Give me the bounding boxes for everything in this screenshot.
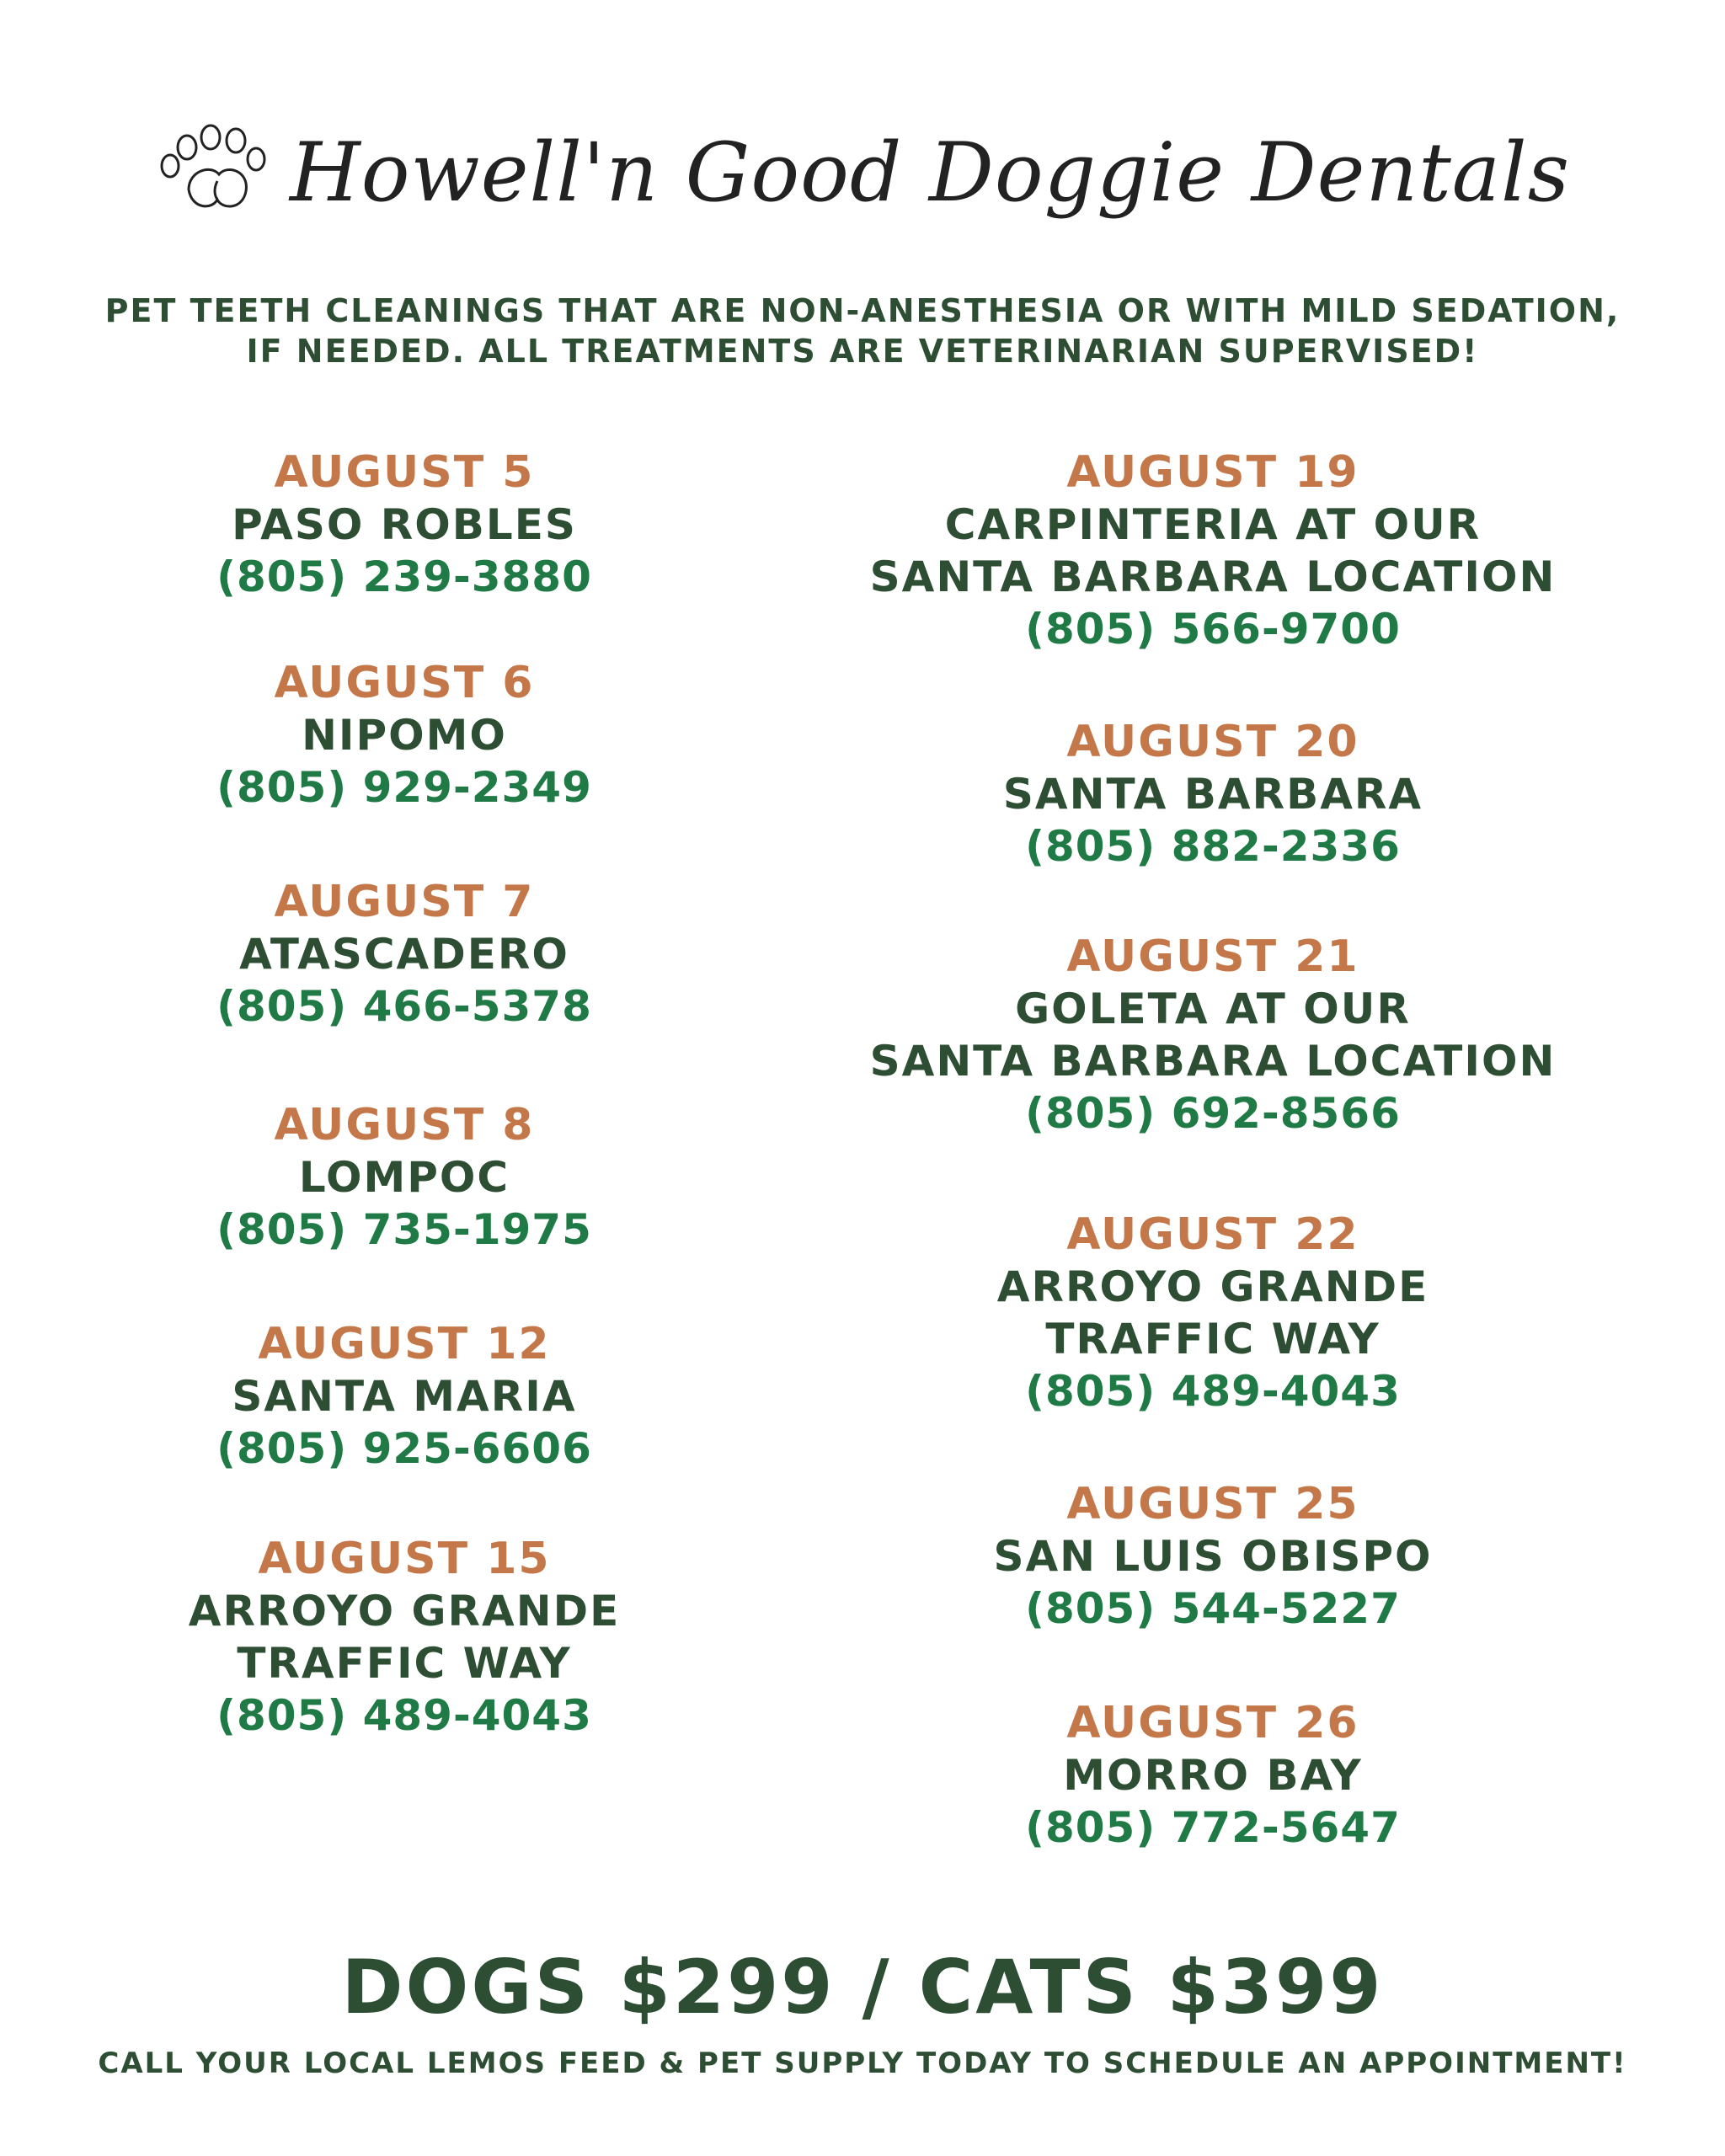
event-date: AUGUST 22 xyxy=(1066,1209,1359,1260)
intro-text xyxy=(0,291,1725,371)
event-august-12 xyxy=(118,1318,691,1475)
event-location: TRAFFIC WAY xyxy=(237,1639,572,1688)
price-separator: / xyxy=(862,1944,892,2031)
event-location: ATASCADERO xyxy=(239,930,569,979)
event-phone: (805) 692-8566 xyxy=(1025,1089,1401,1138)
event-phone: (805) 882-2336 xyxy=(1025,822,1401,871)
event-august-21 xyxy=(834,931,1592,1139)
event-location: ARROYO GRANDE xyxy=(188,1587,621,1636)
event-august-25 xyxy=(834,1478,1592,1635)
event-date: AUGUST 25 xyxy=(1066,1479,1359,1529)
pricing-line xyxy=(0,1945,1725,2030)
event-august-20 xyxy=(834,716,1592,873)
paw-print-icon xyxy=(155,122,273,223)
event-date: AUGUST 19 xyxy=(1066,447,1359,498)
event-location: ARROYO GRANDE xyxy=(996,1262,1429,1311)
event-august-22 xyxy=(834,1209,1592,1417)
event-phone: (805) 925-6606 xyxy=(216,1424,592,1473)
event-phone: (805) 489-4043 xyxy=(216,1691,592,1740)
event-date: AUGUST 12 xyxy=(258,1319,551,1369)
event-location: CARPINTERIA AT OUR xyxy=(944,500,1482,549)
event-location: SANTA BARBARA xyxy=(1002,770,1423,819)
event-phone: (805) 735-1975 xyxy=(216,1205,592,1254)
intro-line-1: PET TEETH CLEANINGS THAT ARE NON-ANESTHESIA OR WITH MILD SEDATION, xyxy=(104,292,1621,329)
cats-price: CATS $399 xyxy=(918,1944,1384,2031)
event-august-19 xyxy=(834,446,1592,655)
event-location: SANTA BARBARA LOCATION xyxy=(869,1037,1557,1086)
event-location: SANTA MARIA xyxy=(232,1372,577,1421)
event-location: NIPOMO xyxy=(302,711,507,760)
event-phone: (805) 544-5227 xyxy=(1025,1584,1401,1633)
event-august-8 xyxy=(118,1099,691,1256)
event-phone: (805) 772-5647 xyxy=(1025,1803,1401,1852)
event-date: AUGUST 6 xyxy=(274,658,535,708)
brand-header xyxy=(0,101,1725,244)
event-date: AUGUST 15 xyxy=(258,1534,551,1584)
event-date: AUGUST 5 xyxy=(274,447,535,498)
event-location: TRAFFIC WAY xyxy=(1045,1315,1381,1364)
event-location: LOMPOC xyxy=(298,1153,510,1202)
event-date: AUGUST 21 xyxy=(1066,931,1359,982)
event-august-7 xyxy=(118,876,691,1033)
brand-name: Howell'n Good Doggie Dentals xyxy=(290,125,1570,220)
event-phone: (805) 239-3880 xyxy=(216,552,592,601)
event-location: PASO ROBLES xyxy=(232,500,577,549)
event-august-6 xyxy=(118,657,691,814)
event-location: MORRO BAY xyxy=(1063,1751,1363,1800)
event-phone: (805) 929-2349 xyxy=(216,763,592,812)
event-august-5 xyxy=(118,446,691,603)
event-phone: (805) 489-4043 xyxy=(1025,1367,1401,1416)
event-date: AUGUST 20 xyxy=(1066,717,1359,767)
event-location: SANTA BARBARA LOCATION xyxy=(869,552,1557,601)
call-to-action: CALL YOUR LOCAL LEMOS FEED & PET SUPPLY TODAY TO SCHEDULE AN APPOINTMENT! xyxy=(98,2047,1627,2080)
event-august-26 xyxy=(834,1697,1592,1854)
dogs-price: DOGS $299 xyxy=(341,1944,836,2031)
event-date: AUGUST 26 xyxy=(1066,1698,1359,1748)
event-phone: (805) 466-5378 xyxy=(216,982,592,1031)
event-phone: (805) 566-9700 xyxy=(1025,605,1401,654)
event-date: AUGUST 8 xyxy=(274,1100,535,1150)
event-location: GOLETA AT OUR xyxy=(1015,985,1411,1033)
event-date: AUGUST 7 xyxy=(274,877,535,927)
intro-line-2: IF NEEDED. ALL TREATMENTS ARE VETERINARIAN SUPERVISED! xyxy=(246,333,1479,370)
event-august-15 xyxy=(118,1533,691,1742)
event-location: SAN LUIS OBISPO xyxy=(993,1532,1433,1581)
